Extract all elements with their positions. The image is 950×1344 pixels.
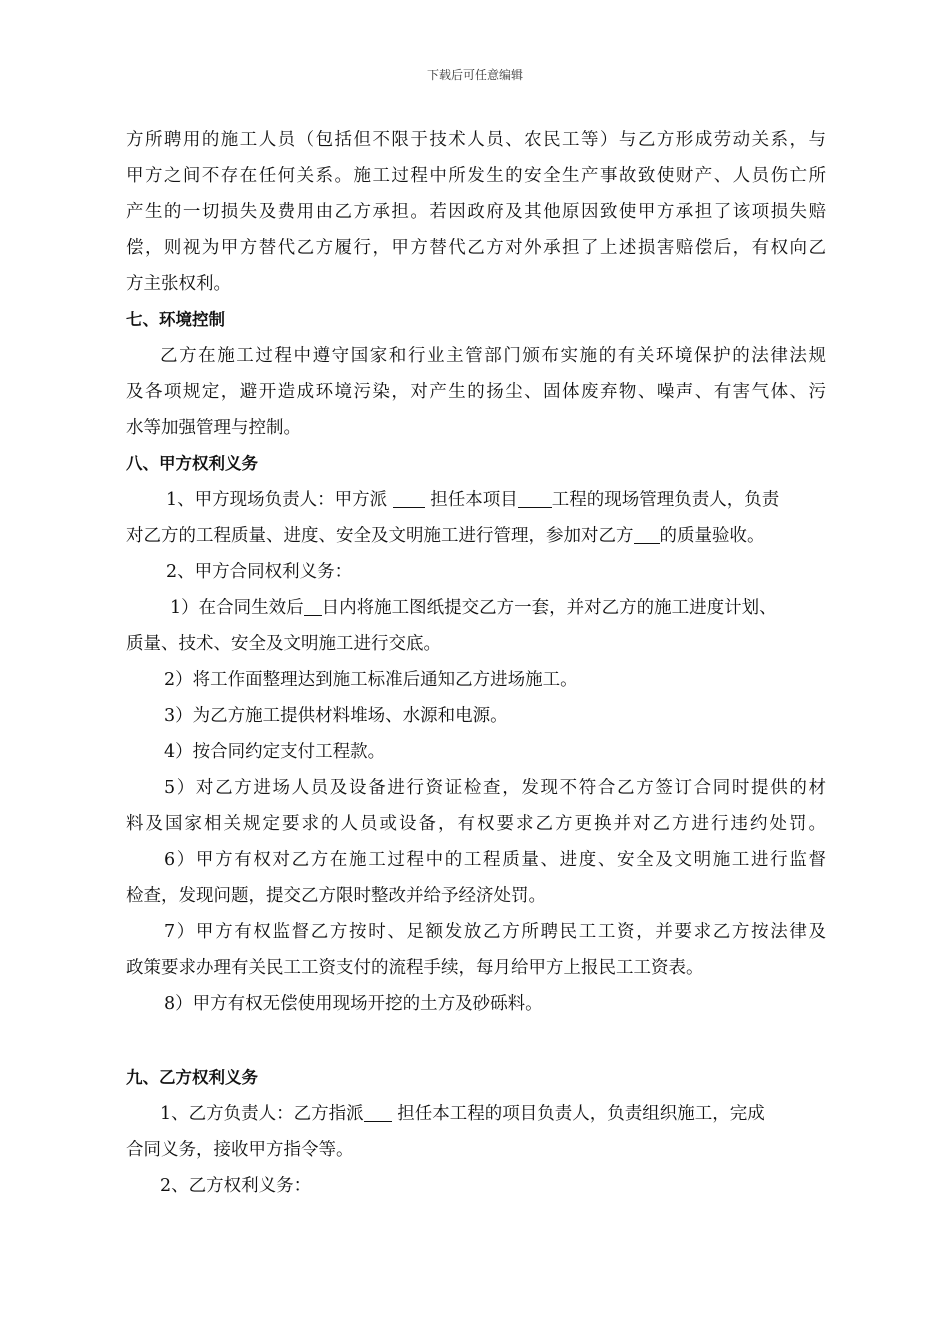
document-body	[126, 122, 826, 1204]
clause-party-a-rights: 2、甲方合同权利义务：	[166, 562, 353, 582]
paragraph-line: 合同义务，接收甲方指令等。	[126, 1140, 354, 1160]
paragraph-line: 甲方之间不存在任何关系。施工过程中所发生的安全生产事故致使财产、人员伤亡所	[126, 166, 826, 186]
section-heading-party-b: 九、乙方权利义务	[126, 1068, 258, 1087]
paragraph-line: 检查，发现问题，提交乙方限时整改并给予经济处罚。	[126, 886, 546, 906]
page-header-watermark: 下载后可任意编辑	[426, 68, 523, 82]
fill-blank	[634, 523, 660, 544]
sub-clause: 6）甲方有权对乙方在施工过程中的工程质量、进度、安全及文明施工进行监督	[164, 850, 826, 870]
paragraph-line: 方所聘用的施工人员（包括但不限于技术人员、农民工等）与乙方形成劳动关系，与	[126, 130, 826, 150]
paragraph-line: 及各项规定，避开造成环境污染，对产生的扬尘、固体废弃物、噪声、有害气体、污	[126, 382, 826, 402]
sub-clause: 4）按合同约定支付工程款。	[164, 742, 386, 762]
paragraph-line: 质量、技术、安全及文明施工进行交底。	[126, 634, 441, 654]
paragraph-line: 对乙方的工程质量、进度、安全及文明施工进行管理，参加对乙方 的质量验收。	[126, 518, 826, 554]
fill-blank	[518, 487, 552, 508]
sub-clause: 8）甲方有权无偿使用现场开挖的土方及砂砾料。	[164, 994, 543, 1014]
paragraph-line: 方主张权利。	[126, 274, 231, 294]
fill-blank	[393, 487, 425, 508]
fill-blank	[304, 595, 322, 616]
fill-blank	[364, 1101, 392, 1122]
sub-clause: 7）甲方有权监督乙方按时、足额发放乙方所聘民工工资，并要求乙方按法律及	[164, 922, 826, 942]
paragraph-spacer	[126, 1022, 826, 1060]
clause-party-a-manager: 1、甲方现场负责人：甲方派 担任本项目 工程的现场管理负责人，负责	[126, 482, 826, 518]
sub-clause: 1）在合同生效后 日内将施工图纸提交乙方一套，并对乙方的施工进度计划、	[126, 590, 826, 626]
clause-party-b-rights: 2、乙方权利义务：	[160, 1176, 312, 1196]
sub-clause: 2）将工作面整理达到施工标准后通知乙方进场施工。	[164, 670, 578, 690]
section-heading-party-a: 八、甲方权利义务	[126, 454, 258, 473]
sub-clause: 5）对乙方进场人员及设备进行资证检查，发现不符合乙方签订合同时提供的材	[164, 778, 826, 798]
paragraph-line: 水等加强管理与控制。	[126, 418, 301, 438]
clause-party-b-manager: 1、乙方负责人：乙方指派 担任本工程的项目负责人，负责组织施工，完成	[126, 1096, 826, 1132]
paragraph-line: 偿，则视为甲方替代乙方履行，甲方替代乙方对外承担了上述损害赔偿后，有权向乙	[126, 238, 826, 258]
sub-clause: 3）为乙方施工提供材料堆场、水源和电源。	[164, 706, 508, 726]
paragraph-line: 乙方在施工过程中遵守国家和行业主管部门颁布实施的有关环境保护的法律法规	[160, 346, 826, 366]
paragraph-line: 政策要求办理有关民工工资支付的流程手续，每月给甲方上报民工工资表。	[126, 958, 704, 978]
section-heading-environment: 七、环境控制	[126, 310, 225, 329]
paragraph-line: 料及国家相关规定要求的人员或设备，有权要求乙方更换并对乙方进行违约处罚。	[126, 814, 826, 834]
paragraph-line: 产生的一切损失及费用由乙方承担。若因政府及其他原因致使甲方承担了该项损失赔	[126, 202, 826, 222]
